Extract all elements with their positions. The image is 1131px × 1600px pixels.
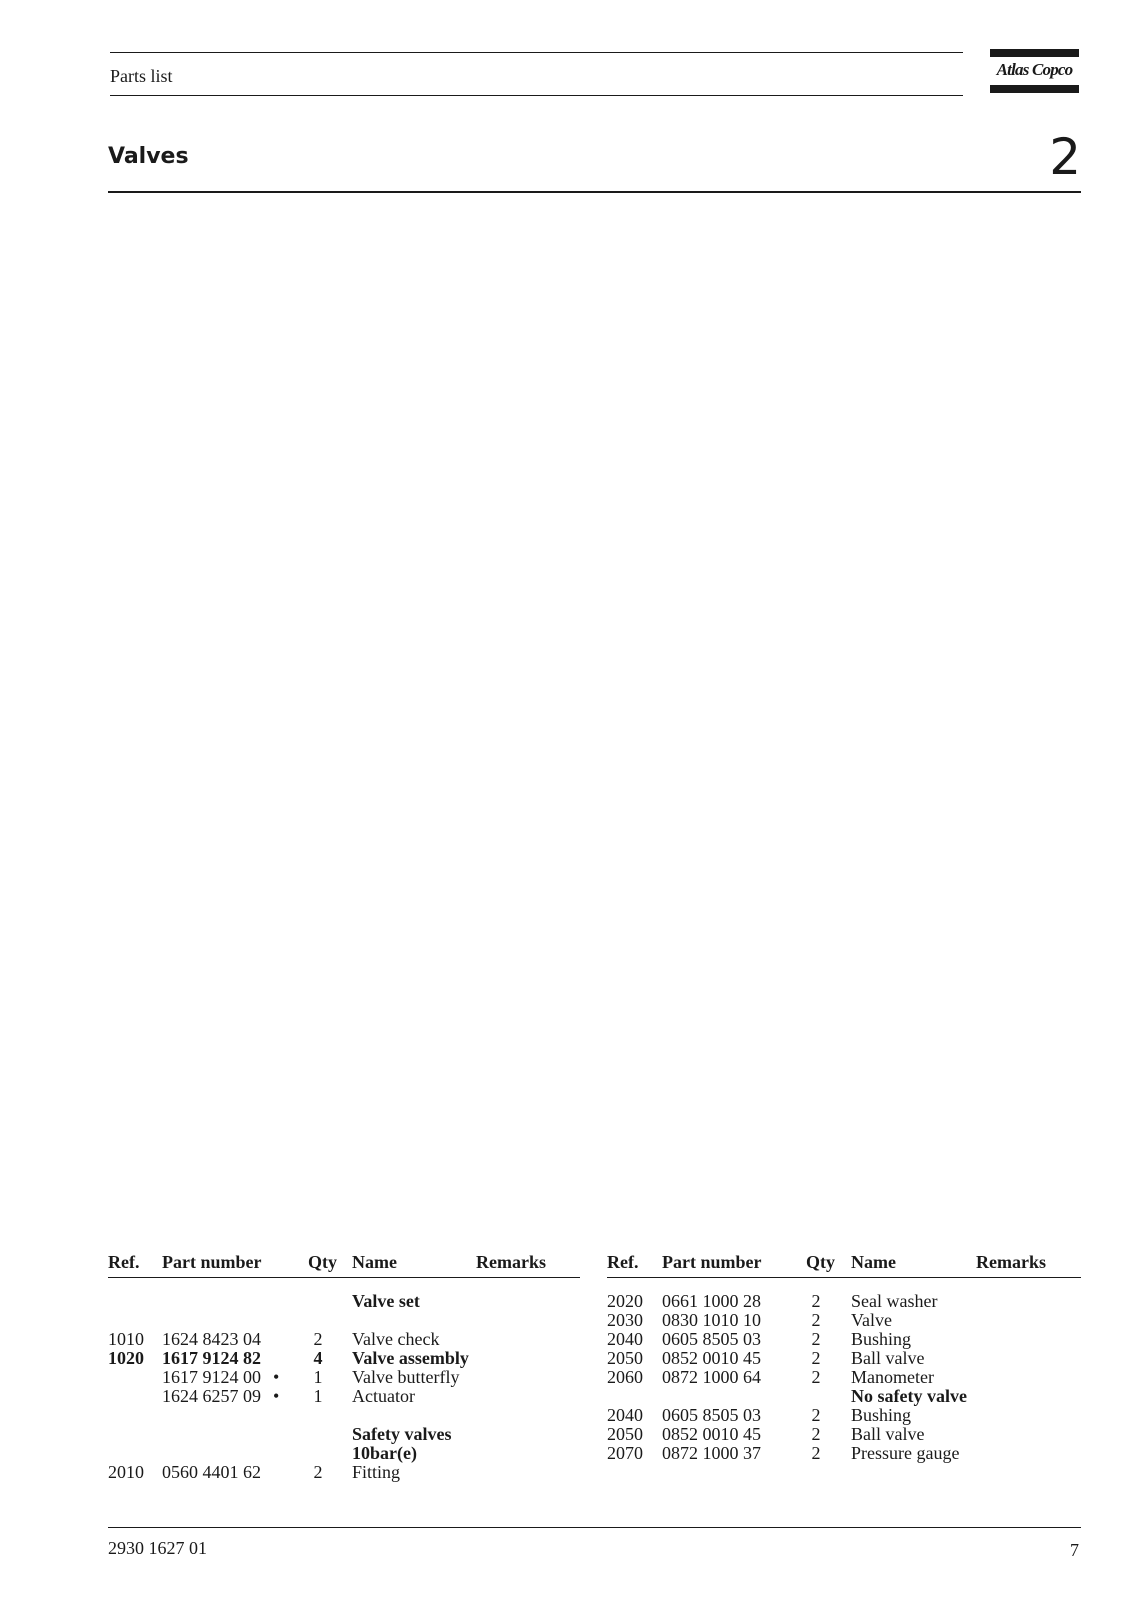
cell-name: Actuator xyxy=(352,1386,415,1406)
cell-name: Ball valve xyxy=(851,1424,925,1444)
cell-part-number: 0605 8505 03 xyxy=(662,1329,761,1349)
atlas-copco-logo xyxy=(990,49,1079,93)
cell-name: 10bar(e) xyxy=(352,1443,417,1463)
cell-qty: 2 xyxy=(313,1462,323,1482)
cell-ref: 2050 xyxy=(607,1348,643,1368)
header-bottom-rule xyxy=(110,95,963,96)
part-row xyxy=(108,1349,580,1368)
cell-part-number: 0852 0010 45 xyxy=(662,1348,761,1368)
header-ref: Ref. xyxy=(607,1252,639,1272)
cell-name: Ball valve xyxy=(851,1348,925,1368)
cell-part-number: 0830 1010 10 xyxy=(662,1310,761,1330)
cell-name: No safety valve xyxy=(851,1386,967,1406)
section-title: Valves xyxy=(108,144,189,169)
cell-ref: 2010 xyxy=(108,1462,144,1482)
cell-name: Valve butterfly xyxy=(352,1367,460,1387)
part-row xyxy=(108,1330,580,1349)
cell-part-number: 0661 1000 28 xyxy=(662,1291,761,1311)
part-row xyxy=(108,1425,580,1444)
header-part-number: Part number xyxy=(162,1252,262,1272)
header-name: Name xyxy=(352,1252,397,1272)
cell-part-number: 1617 9124 00 xyxy=(162,1367,261,1387)
header-qty: Qty xyxy=(806,1252,835,1272)
cell-qty: 2 xyxy=(811,1405,821,1425)
table-header-rule xyxy=(108,1277,580,1278)
page-number: 7 xyxy=(1070,1540,1079,1560)
cell-qty: 4 xyxy=(313,1348,323,1368)
cell-part-number: 1624 8423 04 xyxy=(162,1329,261,1349)
cell-name: Fitting xyxy=(352,1462,401,1482)
cell-name: Valve check xyxy=(352,1329,440,1349)
cell-bullet: • xyxy=(273,1367,280,1387)
cell-ref: 2040 xyxy=(607,1329,643,1349)
cell-qty: 2 xyxy=(811,1367,821,1387)
header-part-number: Part number xyxy=(662,1252,762,1272)
cell-name: Valve assembly xyxy=(352,1348,469,1368)
part-row xyxy=(607,1311,1081,1330)
part-row xyxy=(607,1368,1081,1387)
part-row xyxy=(607,1330,1081,1349)
cell-name: Seal washer xyxy=(851,1291,938,1311)
logo-top-bar xyxy=(990,49,1079,57)
cell-part-number: 1617 9124 82 xyxy=(162,1348,261,1368)
part-row xyxy=(108,1463,580,1482)
part-row xyxy=(607,1406,1081,1425)
cell-name: Valve set xyxy=(352,1291,420,1311)
part-row xyxy=(108,1387,580,1406)
cell-qty: 1 xyxy=(313,1386,323,1406)
cell-part-number: 1624 6257 09 xyxy=(162,1386,261,1406)
cell-name: Manometer xyxy=(851,1367,934,1387)
part-row xyxy=(607,1349,1081,1368)
cell-ref: 2040 xyxy=(607,1405,643,1425)
header-name: Name xyxy=(851,1252,896,1272)
cell-qty: 1 xyxy=(313,1367,323,1387)
document-number: 2930 1627 01 xyxy=(108,1538,207,1558)
cell-ref: 2050 xyxy=(607,1424,643,1444)
cell-qty: 2 xyxy=(811,1424,821,1444)
header-ref: Ref. xyxy=(108,1252,140,1272)
part-row xyxy=(607,1387,1081,1406)
section-number: 2 xyxy=(1049,128,1081,186)
header-top-rule xyxy=(110,52,963,53)
cell-name: Bushing xyxy=(851,1405,912,1425)
cell-qty: 2 xyxy=(811,1348,821,1368)
cell-part-number: 0605 8505 03 xyxy=(662,1405,761,1425)
part-row xyxy=(108,1292,580,1311)
cell-name: Valve xyxy=(851,1310,892,1330)
header-remarks: Remarks xyxy=(476,1252,546,1272)
cell-part-number: 0852 0010 45 xyxy=(662,1424,761,1444)
cell-ref: 2060 xyxy=(607,1367,643,1387)
cell-name: Safety valves xyxy=(352,1424,452,1444)
header-label: Parts list xyxy=(110,66,173,86)
cell-part-number: 0872 1000 37 xyxy=(662,1443,761,1463)
part-row xyxy=(108,1444,580,1463)
part-row xyxy=(607,1425,1081,1444)
cell-name: Bushing xyxy=(851,1329,912,1349)
table-header-rule xyxy=(607,1277,1081,1278)
cell-part-number: 0560 4401 62 xyxy=(162,1462,261,1482)
cell-name: Pressure gauge xyxy=(851,1443,960,1463)
section-rule xyxy=(108,191,1081,193)
cell-ref: 2020 xyxy=(607,1291,643,1311)
logo-text: Atlas Copco xyxy=(996,60,1073,79)
cell-ref: 1020 xyxy=(108,1348,144,1368)
cell-qty: 2 xyxy=(811,1291,821,1311)
cell-qty: 2 xyxy=(313,1329,323,1349)
part-row xyxy=(607,1444,1081,1463)
cell-ref: 1010 xyxy=(108,1329,144,1349)
part-row xyxy=(108,1368,580,1387)
cell-qty: 2 xyxy=(811,1310,821,1330)
cell-part-number: 0872 1000 64 xyxy=(662,1367,761,1387)
header-qty: Qty xyxy=(308,1252,337,1272)
header-remarks: Remarks xyxy=(976,1252,1046,1272)
logo-bottom-bar xyxy=(990,85,1079,93)
cell-qty: 2 xyxy=(811,1329,821,1349)
cell-bullet: • xyxy=(273,1386,280,1406)
footer-rule xyxy=(108,1527,1081,1528)
cell-qty: 2 xyxy=(811,1443,821,1463)
cell-ref: 2030 xyxy=(607,1310,643,1330)
cell-ref: 2070 xyxy=(607,1443,643,1463)
part-row xyxy=(607,1292,1081,1311)
